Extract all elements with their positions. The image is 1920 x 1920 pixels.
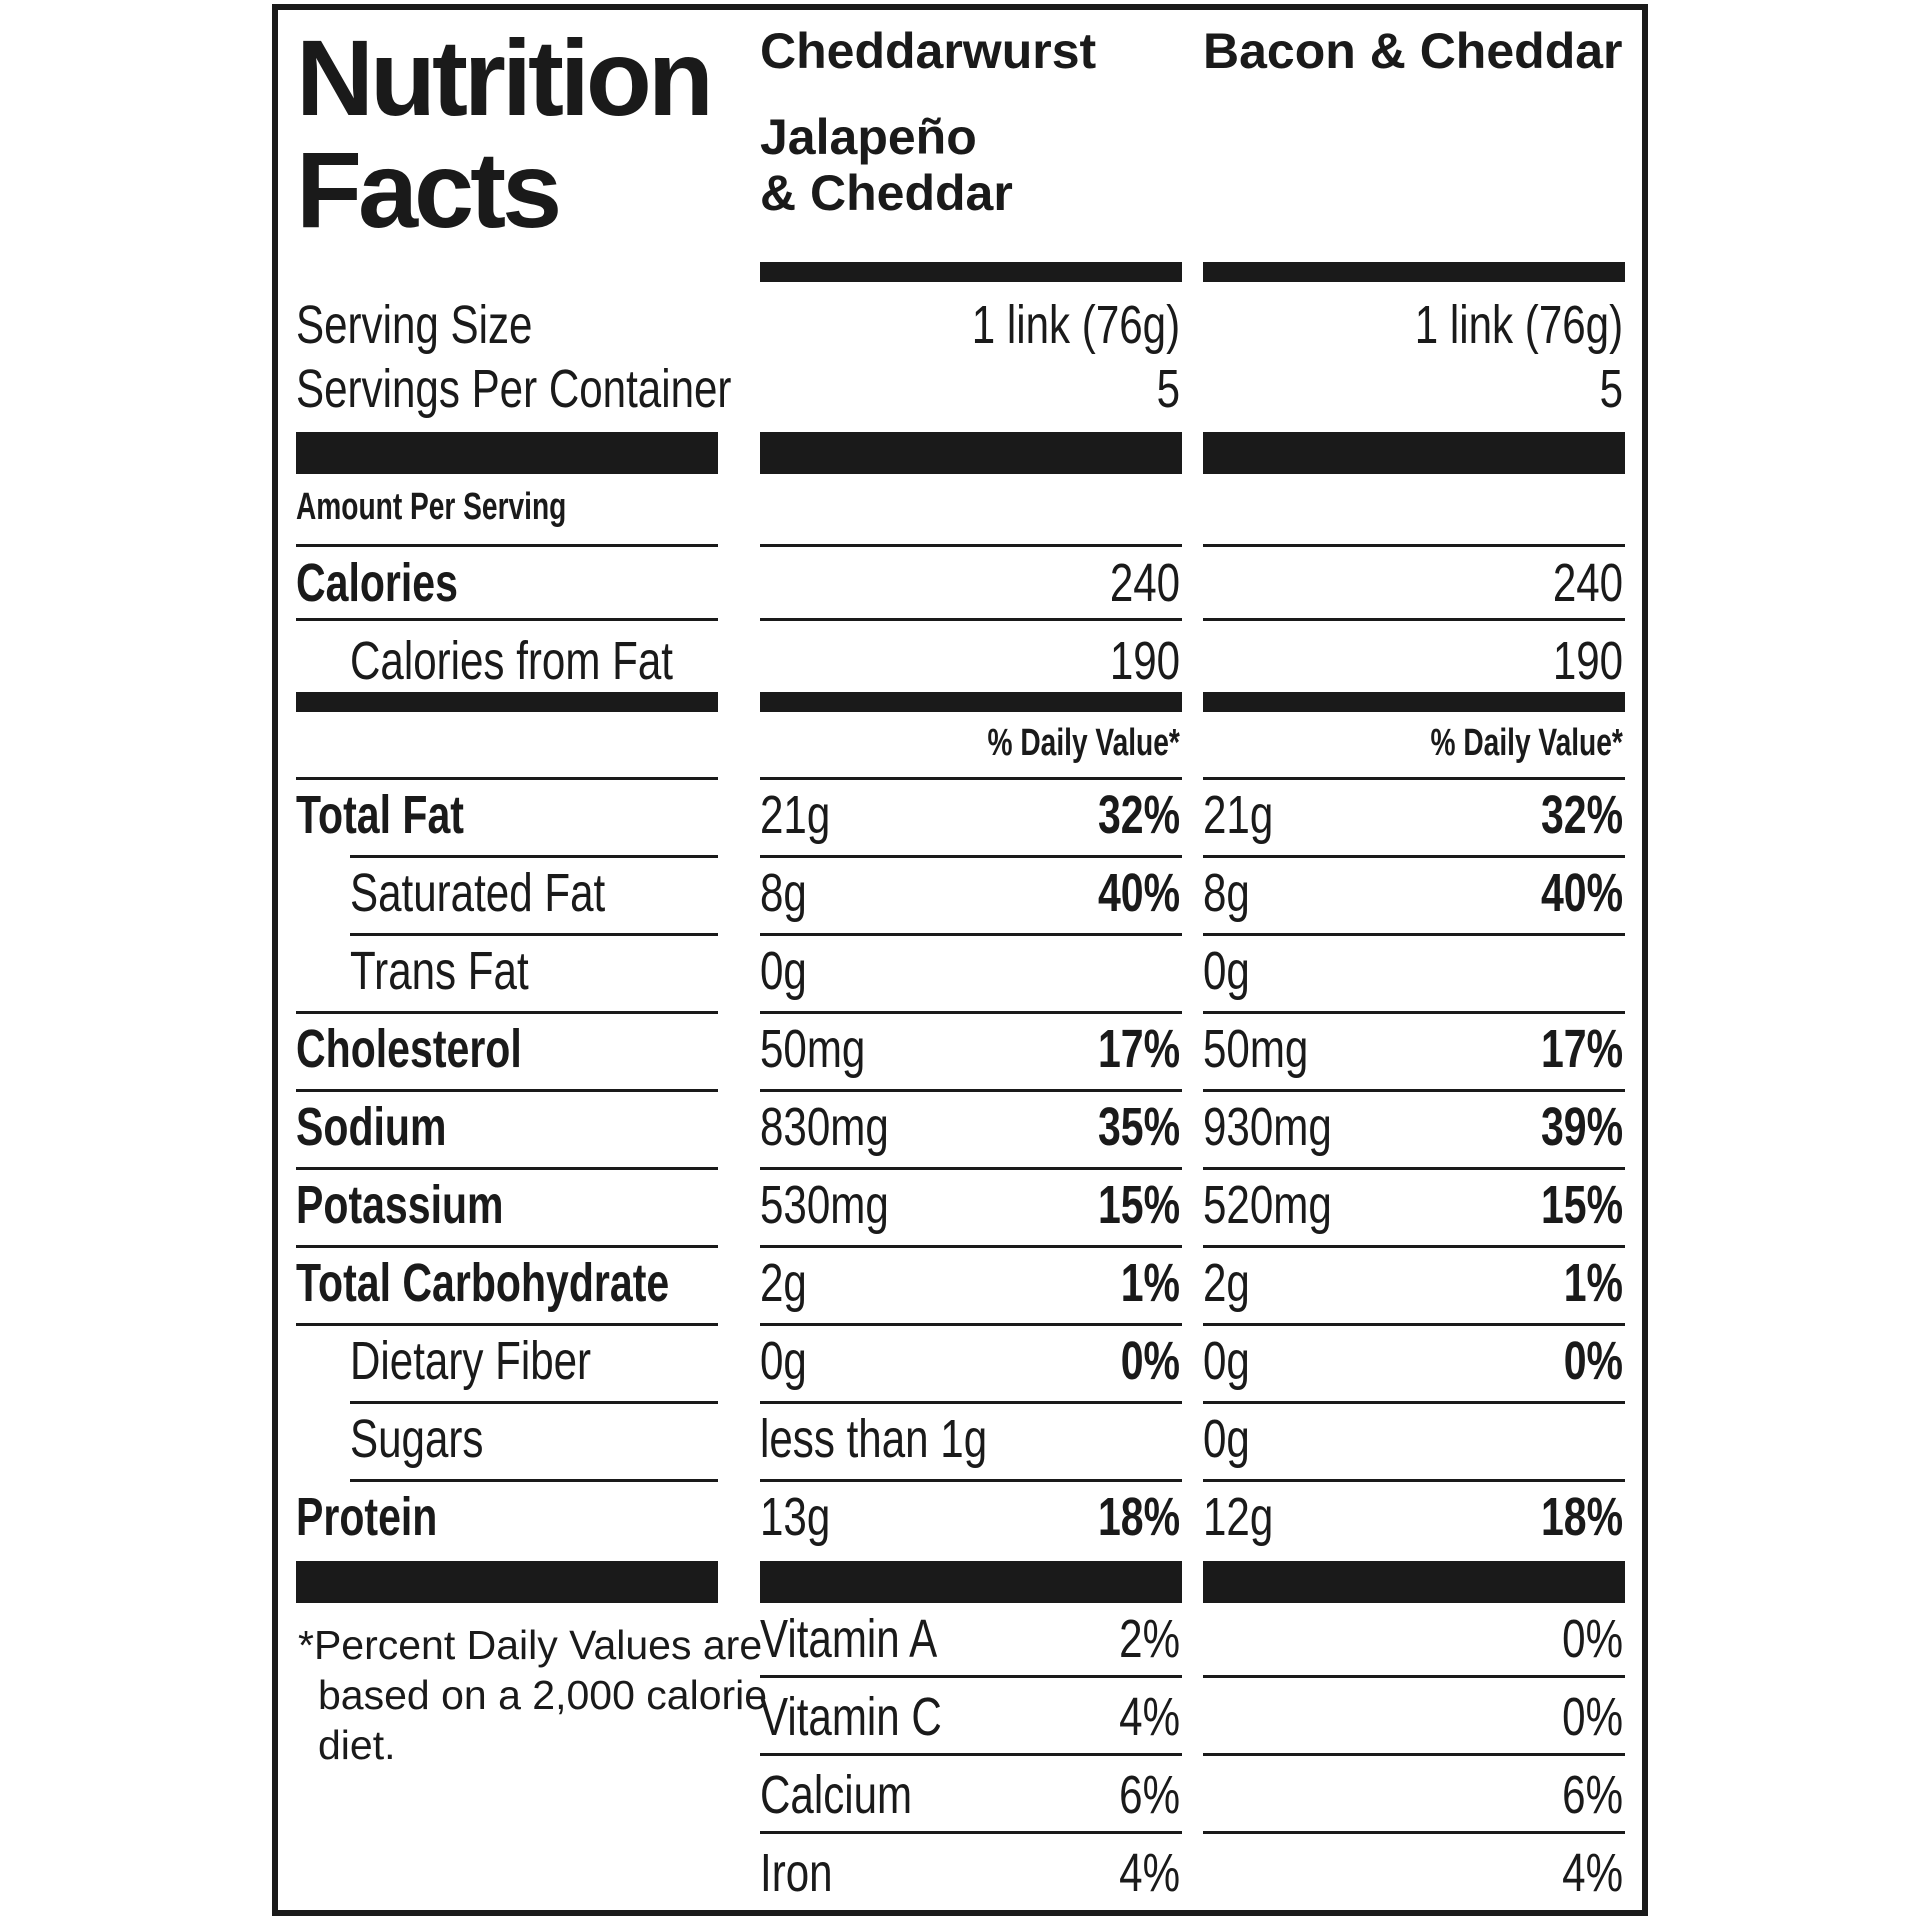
rule-col1-2	[760, 777, 1182, 780]
rule-col2-9	[1203, 1323, 1625, 1326]
col1-sodium-amount: 830mg	[760, 1097, 889, 1157]
col2-daily-value-header: % Daily Value*	[1430, 722, 1623, 764]
rule-col1-11	[760, 1479, 1182, 1482]
col2-serving-size: 1 link (76g)	[1414, 295, 1623, 355]
sodium-label: Sodium	[296, 1097, 447, 1157]
rule-col1-7	[760, 1167, 1182, 1170]
cholesterol-label: Cholesterol	[296, 1019, 522, 1079]
col1-serving-size: 1 link (76g)	[971, 295, 1180, 355]
rule-label-5	[296, 1011, 718, 1014]
vit-rule-col1-2	[760, 1831, 1182, 1834]
col1-protein-amount: 13g	[760, 1487, 831, 1547]
rule-col1-9	[760, 1323, 1182, 1326]
col2-potassium-pct: 15%	[1540, 1175, 1623, 1235]
rule-label-6	[296, 1089, 718, 1092]
protein-label: Protein	[296, 1487, 438, 1547]
rule-col1-5	[760, 1011, 1182, 1014]
col2-saturated-fat-amount: 8g	[1203, 863, 1250, 923]
thick-bar-1-2	[1203, 692, 1625, 712]
col2-vitamin-c: 0%	[1562, 1687, 1623, 1747]
rule-label-9	[296, 1323, 718, 1326]
col2-calories-from-fat: 190	[1552, 631, 1623, 691]
amount-per-serving-label: Amount Per Serving	[296, 486, 567, 528]
col2-vitamin-a: 0%	[1562, 1609, 1623, 1669]
thick-bar-0-1	[760, 432, 1182, 474]
rule-col1-1	[760, 618, 1182, 621]
col1-sodium-pct: 35%	[1097, 1097, 1180, 1157]
rule-col2-5	[1203, 1011, 1625, 1014]
col1-calories: 240	[1109, 553, 1180, 613]
saturated-fat-label: Saturated Fat	[350, 863, 606, 923]
rule-label-1	[296, 618, 718, 621]
product-1-sub-2: & Cheddar	[760, 165, 1013, 221]
rule-label-2	[296, 777, 718, 780]
vitamin-a-label: Vitamin A	[760, 1609, 938, 1669]
col1-sugars-amount: less than 1g	[760, 1409, 988, 1469]
vit-rule-col2-0	[1203, 1675, 1625, 1678]
rule-col1-3	[760, 855, 1182, 858]
rule-label-11	[350, 1479, 718, 1482]
product-2-name: Bacon & Cheddar	[1203, 23, 1623, 79]
calories-from-fat-label: Calories from Fat	[350, 631, 674, 691]
serving-size-label: Serving Size	[296, 295, 533, 355]
rule-col2-6	[1203, 1089, 1625, 1092]
total-fat-label: Total Fat	[296, 785, 464, 845]
col2-sugars-amount: 0g	[1203, 1409, 1250, 1469]
rule-label-7	[296, 1167, 718, 1170]
col2-total-fat-amount: 21g	[1203, 785, 1274, 845]
col1-total-fat-pct: 32%	[1097, 785, 1180, 845]
col1-vitamin-c: 4%	[1119, 1687, 1180, 1747]
dietary-fiber-label: Dietary Fiber	[350, 1331, 592, 1391]
product-1-sub-1: Jalapeño	[760, 109, 977, 165]
col1-cholesterol-pct: 17%	[1097, 1019, 1180, 1079]
col2-cholesterol-pct: 17%	[1540, 1019, 1623, 1079]
total-carbohydrate-label: Total Carbohydrate	[296, 1253, 670, 1313]
header-bar-col2	[1203, 262, 1625, 282]
col2-total-fat-pct: 32%	[1540, 785, 1623, 845]
iron-label: Iron	[760, 1843, 833, 1903]
rule-label-10	[350, 1401, 718, 1404]
trans-fat-label: Trans Fat	[350, 941, 529, 1001]
header-bar-col1	[760, 262, 1182, 282]
servings-per-container-label: Servings Per Container	[296, 359, 732, 419]
rule-col2-1	[1203, 618, 1625, 621]
rule-col2-8	[1203, 1245, 1625, 1248]
col1-carb-pct: 1%	[1120, 1253, 1180, 1313]
col1-calcium: 6%	[1119, 1765, 1180, 1825]
rule-col1-10	[760, 1401, 1182, 1404]
col1-calories-from-fat: 190	[1109, 631, 1180, 691]
calcium-label: Calcium	[760, 1765, 913, 1825]
col2-carb-pct: 1%	[1563, 1253, 1623, 1313]
rule-label-8	[296, 1245, 718, 1248]
col2-sodium-amount: 930mg	[1203, 1097, 1332, 1157]
col1-iron: 4%	[1119, 1843, 1180, 1903]
col1-cholesterol-amount: 50mg	[760, 1019, 866, 1079]
col1-fiber-pct: 0%	[1120, 1331, 1180, 1391]
col1-potassium-pct: 15%	[1097, 1175, 1180, 1235]
vit-rule-col1-1	[760, 1753, 1182, 1756]
rule-col2-10	[1203, 1401, 1625, 1404]
col1-servings: 5	[1156, 359, 1180, 419]
rule-col1-0	[760, 544, 1182, 547]
vit-rule-col2-2	[1203, 1831, 1625, 1834]
col2-protein-pct: 18%	[1540, 1487, 1623, 1547]
rule-col1-6	[760, 1089, 1182, 1092]
thick-bar-2-2	[1203, 1561, 1625, 1603]
vit-rule-col2-1	[1203, 1753, 1625, 1756]
col1-carb-amount: 2g	[760, 1253, 807, 1313]
footnote-line-2: based on a 2,000 calorie	[318, 1672, 768, 1718]
footnote	[298, 1620, 767, 1770]
col2-calcium: 6%	[1562, 1765, 1623, 1825]
calories-label: Calories	[296, 553, 458, 613]
col2-iron: 4%	[1562, 1843, 1623, 1903]
col1-trans-fat-amount: 0g	[760, 941, 807, 1001]
col1-potassium-amount: 530mg	[760, 1175, 889, 1235]
vit-rule-col1-0	[760, 1675, 1182, 1678]
col1-fiber-amount: 0g	[760, 1331, 807, 1391]
col2-cholesterol-amount: 50mg	[1203, 1019, 1309, 1079]
rule-label-3	[350, 855, 718, 858]
sugars-label: Sugars	[350, 1409, 484, 1469]
rule-label-4	[350, 933, 718, 936]
thick-bar-2-0	[296, 1561, 718, 1603]
col1-protein-pct: 18%	[1097, 1487, 1180, 1547]
vitamin-c-label: Vitamin C	[760, 1687, 942, 1747]
rule-col1-8	[760, 1245, 1182, 1248]
col2-servings: 5	[1599, 359, 1623, 419]
rule-col2-2	[1203, 777, 1625, 780]
col2-fiber-pct: 0%	[1563, 1331, 1623, 1391]
rule-col2-11	[1203, 1479, 1625, 1482]
col1-saturated-fat-pct: 40%	[1097, 863, 1180, 923]
col1-saturated-fat-amount: 8g	[760, 863, 807, 923]
thick-bar-0-2	[1203, 432, 1625, 474]
title-line-1: Nutrition	[296, 17, 710, 138]
footnote-line-1: *Percent Daily Values are	[298, 1622, 763, 1668]
potassium-label: Potassium	[296, 1175, 504, 1235]
col2-protein-amount: 12g	[1203, 1487, 1274, 1547]
col2-trans-fat-amount: 0g	[1203, 941, 1250, 1001]
col2-potassium-amount: 520mg	[1203, 1175, 1332, 1235]
col2-calories: 240	[1552, 553, 1623, 613]
col2-fiber-amount: 0g	[1203, 1331, 1250, 1391]
thick-bar-1-1	[760, 692, 1182, 712]
rule-col2-7	[1203, 1167, 1625, 1170]
thick-bar-0-0	[296, 432, 718, 474]
product-1-name: Cheddarwurst	[760, 23, 1097, 79]
col2-sodium-pct: 39%	[1540, 1097, 1623, 1157]
col1-daily-value-header: % Daily Value*	[987, 722, 1180, 764]
rule-col2-4	[1203, 933, 1625, 936]
rule-col2-3	[1203, 855, 1625, 858]
rule-col1-4	[760, 933, 1182, 936]
col1-vitamin-a: 2%	[1119, 1609, 1180, 1669]
col2-carb-amount: 2g	[1203, 1253, 1250, 1313]
col2-saturated-fat-pct: 40%	[1540, 863, 1623, 923]
col1-total-fat-amount: 21g	[760, 785, 831, 845]
title-line-2: Facts	[296, 129, 559, 250]
rule-label-0	[296, 544, 718, 547]
footnote-line-3: diet.	[318, 1722, 396, 1768]
thick-bar-1-0	[296, 692, 718, 712]
rule-col2-0	[1203, 544, 1625, 547]
thick-bar-2-1	[760, 1561, 1182, 1603]
